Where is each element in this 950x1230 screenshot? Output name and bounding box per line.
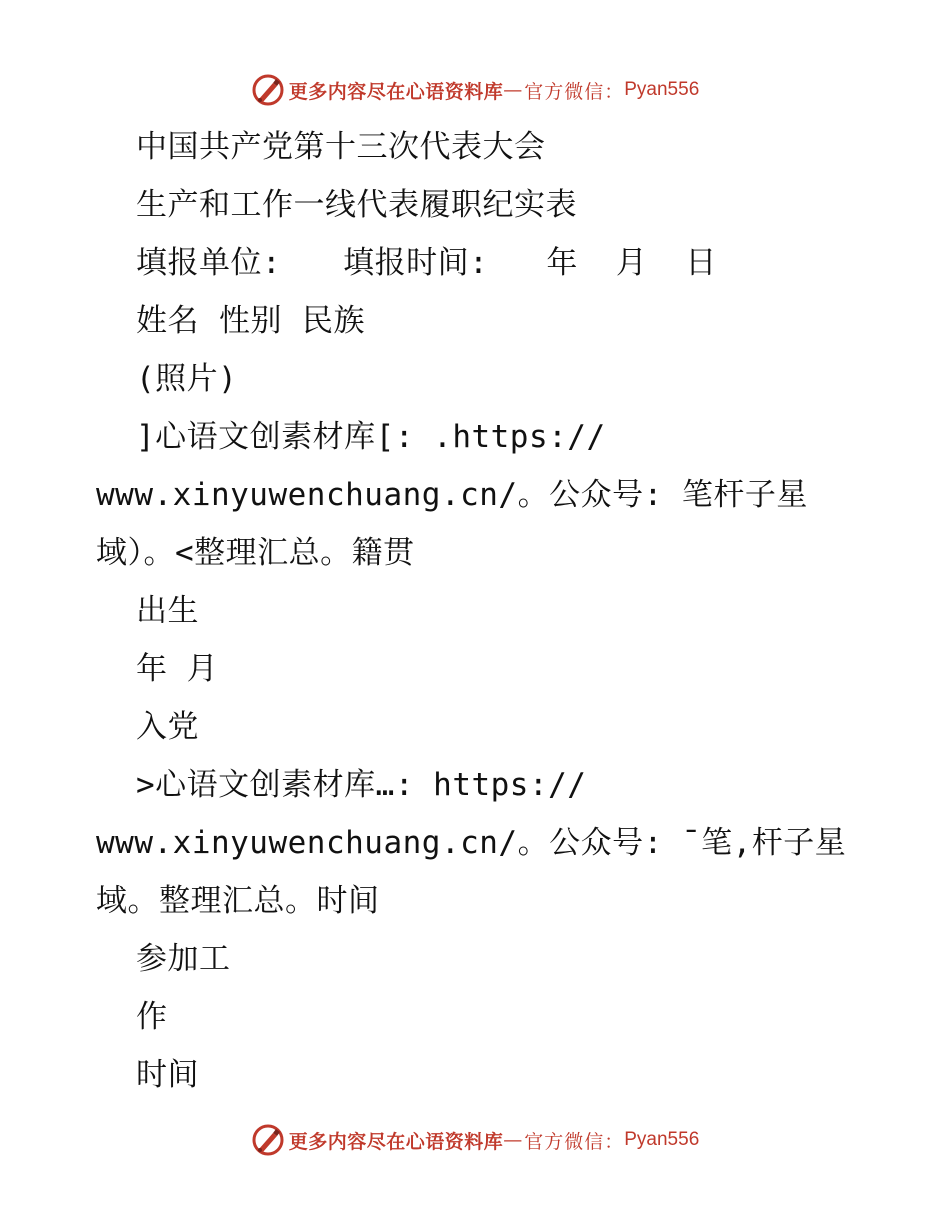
year-label: 年 [546, 245, 578, 281]
pen-circle-logo-icon [251, 73, 285, 107]
title-line-2: 生产和工作一线代表履职纪实表 [136, 187, 577, 223]
banner-wechat-label: 官方微信： [524, 80, 625, 103]
watermark-1-line-2: www.xinyuwenchuang.cn/。公众号: 笔杆子星 [96, 477, 808, 513]
work-label-2: 作 [136, 999, 168, 1035]
time-label: 时间 [136, 1057, 199, 1093]
banner-separator: — [503, 79, 523, 101]
footer-banner [0, 1122, 950, 1158]
watermark-2-line-3: 域。整理汇总。时间 [96, 883, 380, 919]
gender-label: 性别 [219, 303, 282, 339]
ethnicity-label: 民族 [302, 303, 365, 339]
fill-unit-label: 填报单位: [136, 245, 282, 281]
header-banner [0, 72, 950, 108]
title-line-1: 中国共产党第十三次代表大会 [136, 129, 546, 165]
photo-placeholder: (照片) [136, 361, 238, 397]
footer-banner-wechat-id: Pyan556 [624, 1129, 700, 1150]
work-label-1: 参加工 [136, 941, 231, 977]
watermark-1-line-1: ]心语文创素材库[: .https:// [136, 419, 606, 455]
banner-text: 更多内容尽在心语资料库 [288, 80, 504, 103]
watermark-2-line-1: >心语文创素材库…: https:// [136, 767, 587, 803]
footer-banner-separator: — [503, 1129, 523, 1151]
watermark-2-line-2: www.xinyuwenchuang.cn/。公众号: ¯笔,杆子星 [96, 825, 847, 861]
month-label: 月 [615, 245, 648, 281]
personal-info-line [96, 292, 916, 350]
document-body [96, 118, 916, 1104]
banner-wechat-id: Pyan556 [624, 79, 700, 100]
name-label: 姓名 [136, 303, 199, 339]
birth-label: 出生 [136, 593, 199, 629]
fill-info-line [96, 234, 916, 292]
join-party-label: 入党 [136, 709, 199, 745]
footer-banner-wechat-label: 官方微信： [524, 1130, 625, 1153]
day-label: 日 [685, 245, 717, 281]
fill-time-label: 填报时间: [343, 245, 489, 281]
footer-banner-text: 更多内容尽在心语资料库 [288, 1130, 504, 1153]
watermark-1-line-3: 域）。<整理汇总。籍贯 [96, 535, 415, 571]
year-month-label: 年 月 [136, 651, 219, 687]
pen-circle-logo-icon [251, 1123, 285, 1157]
